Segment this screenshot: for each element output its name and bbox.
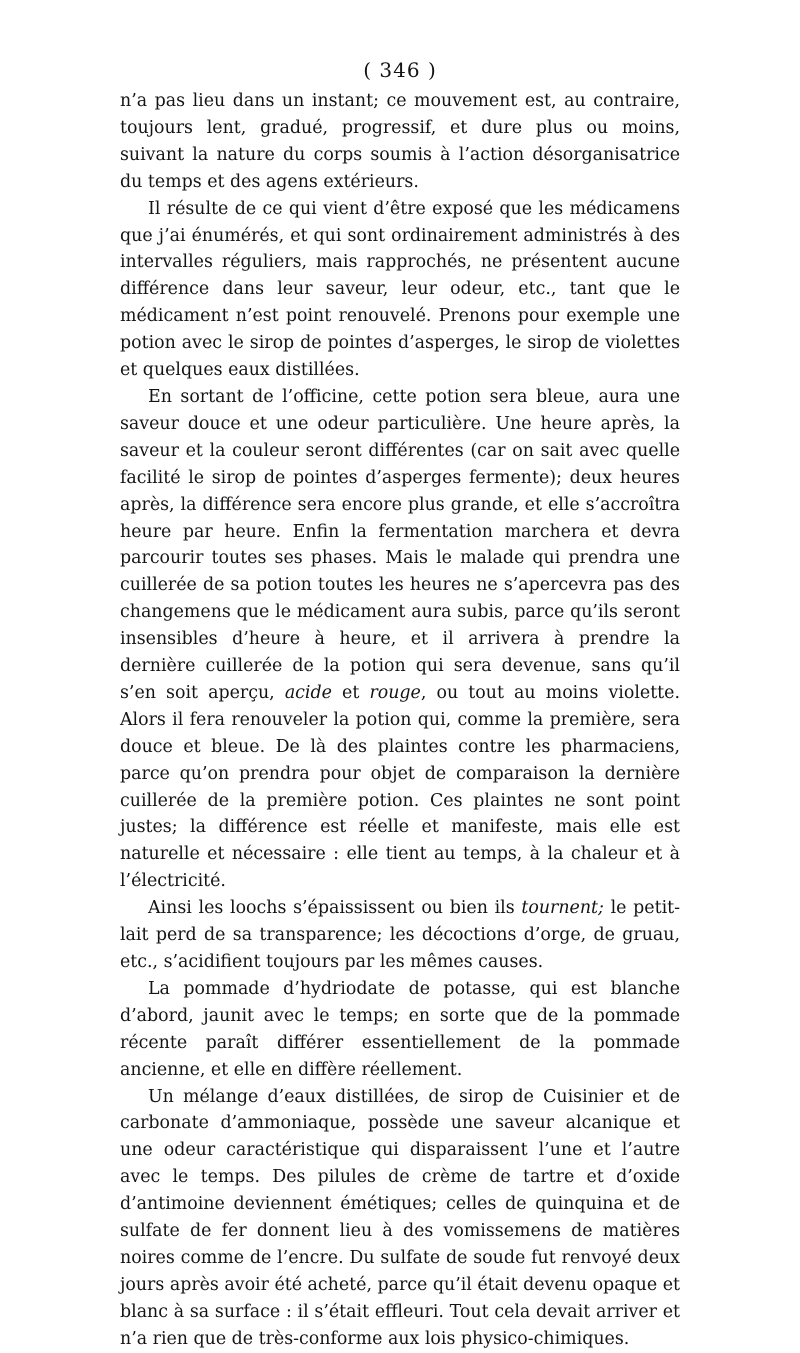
- paragraph-1: [120, 88, 680, 196]
- paragraph-1-text: n’a pas lieu dans un instant; ce mouvement est, au contraire, toujours lent, gradué, progressif, et dure plus ou moins, suivant la nature du corps soumis à l’action désorganisatrice du temps et des agens extérieurs.: [120, 91, 680, 192]
- italic-word-acide: acide: [284, 682, 332, 703]
- paragraph-4-text: le petit-lait perd de sa transparence; les décoctions d’orge, de gruau, etc., s’acidifient toujours par les mêmes causes.: [120, 898, 681, 972]
- paragraph-2-text: Il résulte de ce qui vient d’être exposé que les médicamens que j’ai énumérés, et qui sont ordinairement administrés à des intervalles réguliers, mais rapprochés, ne présentent aucune différence dans leur saveur, leur odeur, etc., tant que le médicament n’est point renouvelé. Prenons pour exemple une potion avec le sirop de pointes d’asperges, le sirop de violettes et quelques eaux distillées.: [120, 198, 680, 381]
- paragraph-2: [120, 196, 680, 384]
- page-number: ( 346 ): [363, 58, 437, 82]
- body-text: [120, 88, 680, 1353]
- paragraph-5: [120, 976, 680, 1084]
- paragraph-3-text: et: [331, 682, 370, 703]
- italic-word-rouge: rouge: [369, 682, 421, 703]
- paragraph-4: [120, 895, 680, 976]
- paragraph-3-text: En sortant de l’officine, cette potion sera bleue, aura une saveur douce et une odeur particulière. Une heure après, la saveur et la couleur seront différentes (car on sait avec quelle facilité le sirop de pointes d’asperges fermente); deux heures après, la différence sera encore plus grande, et elle s’accroîtra heure par heure. Enfin la fermentation marchera et devra parcourir toutes ses phases. Mais le malade qui prendra une cuillerée de sa potion toutes les heures ne s’apercevra pas des changemens que le médicament aura subis, parce qu’ils seront insensibles d’heure à heure, et il arrivera à prendre la dernière cuillerée de la potion qui sera devenue, sans qu’il s’en soit aperçu,: [120, 386, 680, 703]
- italic-word-tournent: tournent;: [521, 898, 604, 919]
- paragraph-3-text: , ou tout au moins violette. Alors il fera renouveler la potion qui, comme la première, sera douce et bleue. De là des plaintes contre les pharmaciens, parce qu’on prendra pour objet de comparaison la dernière cuillerée de la première potion. Ces plaintes ne sont point justes; la différence est réelle et manifeste, mais elle est naturelle et nécessaire : elle tient au temps, à la chaleur et à l’électricité.: [120, 682, 680, 892]
- paragraph-6: [120, 1084, 680, 1353]
- paragraph-4-text: Ainsi les loochs s’épaississent ou bien ils: [148, 898, 522, 919]
- paragraph-3: [120, 384, 680, 895]
- paragraph-5-text: La pommade d’hydriodate de potasse, qui est blanche d’abord, jaunit avec le temps; en sorte que de la pommade récente paraît différer essentiellement de la pommade ancienne, et elle en diffère réellement.: [120, 978, 680, 1080]
- paragraph-6-text: Un mélange d’eaux distillées, de sirop de Cuisinier et de carbonate d’ammoniaque, possède une saveur alcanique et une odeur caractéristique qui disparaissent l’une et l’autre avec le temps. Des pilules de crème de tartre et d’oxide d’antimoine deviennent émétiques; celles de quinquina et de sulfate de fer donnent lieu à des vomissemens de matières noires comme de l’encre. Du sulfate de soude fut renvoyé deux jours après avoir été acheté, parce qu’il était devenu opaque et blanc à sa surface : il s’était effleuri. Tout cela devait arriver et n’a rien que de très-conforme aux lois physico-chimiques.: [120, 1086, 680, 1349]
